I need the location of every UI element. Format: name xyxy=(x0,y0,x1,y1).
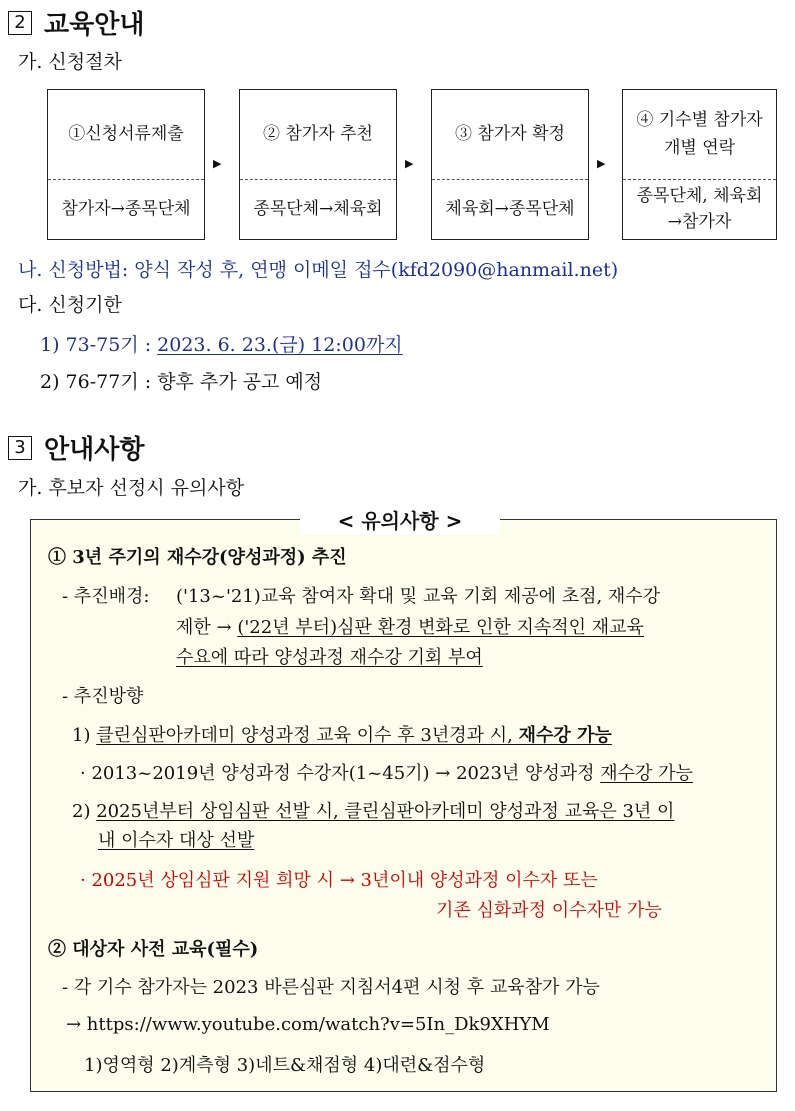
step-3-title: ③ 참가자 확정 xyxy=(432,90,588,180)
section-3-title: 안내사항 xyxy=(44,435,145,465)
application-deadline-label: 다. 신청기한 xyxy=(18,294,122,316)
direction-point-2 xyxy=(72,797,674,823)
step-box-3 xyxy=(431,89,589,240)
deadline-2: 2) 76-77기 : 향후 추가 공고 예정 xyxy=(40,371,323,393)
background-line-2-prefix: 제한 → xyxy=(176,617,238,638)
arrow-right-icon: ▶ xyxy=(597,157,606,170)
step-4-flow-line2: →참가자 xyxy=(667,211,732,232)
deadline-1-cohort: 1) 73-75기 : xyxy=(40,334,158,356)
section-2-number: 2 xyxy=(8,11,32,35)
step-box-2 xyxy=(239,89,397,240)
background-line-1: ('13~'21)교육 참여자 확대 및 교육 기회 제공에 초점, 재수강 xyxy=(176,586,661,607)
point-1-emphasis: 재수강 가능 xyxy=(518,725,612,746)
step-4-flow-line1: 종목단체, 체육회 xyxy=(636,186,763,206)
step-3-flow: 체육회→종목단체 xyxy=(445,198,575,219)
arrow-right-icon: ▶ xyxy=(213,157,222,170)
step-2-flow: 종목단체→체육회 xyxy=(253,198,383,219)
step-box-4 xyxy=(622,89,777,240)
item-2-line-1: - 각 기수 참가자는 2023 바른심판 지침서4편 시청 후 교육참가 가능 xyxy=(62,977,600,998)
item-1-title: ① 3년 주기의 재수강(양성과정) 추진 xyxy=(48,547,347,568)
application-method: 나. 신청방법: 양식 작성 후, 연맹 이메일 접수(kfd2090@hanmail.net) xyxy=(18,259,619,281)
section-3-number: 3 xyxy=(8,436,32,460)
background-line-2 xyxy=(176,613,644,639)
point-1-text: 클린심판아카데미 양성과정 교육 이수 후 3년경과 시, xyxy=(96,725,519,746)
section-3-heading xyxy=(8,429,144,466)
point-1-number: 1) xyxy=(72,725,97,746)
step-4-title-line2: 개별 연락 xyxy=(663,137,736,158)
point-2-line-1: 2025년부터 상임심판 선발 시, 클린심판아카데미 양성과정 교육은 3년 이 xyxy=(96,801,675,822)
point-1-sub-underlined: 재수강 가능 xyxy=(600,763,693,784)
step-4-title xyxy=(623,90,776,180)
point-2-line-2: 내 이수자 대상 선발 xyxy=(98,830,255,851)
direction-point-1 xyxy=(72,721,612,747)
point-1-sub xyxy=(80,759,693,785)
point-1-sub-text: · 2013~2019년 양성과정 수강자(1~45기) → 2023년 양성과정 xyxy=(80,763,601,784)
background-line-2-underlined: ('22년 부터)심판 환경 변화로 인한 지속적인 재교육 xyxy=(237,617,644,638)
item-2-title: ② 대상자 사전 교육(필수) xyxy=(48,939,259,960)
step-2-title: ② 참가자 추천 xyxy=(240,90,396,180)
notice-title: < 유의사항 > xyxy=(300,505,500,534)
candidate-notes-label: 가. 후보자 선정시 유의사항 xyxy=(18,477,245,499)
step-box-1 xyxy=(47,89,205,240)
step-1-flow: 참가자→종목단체 xyxy=(61,198,191,219)
direction-label: - 추진방향 xyxy=(62,686,144,707)
application-procedure-label: 가. 신청절차 xyxy=(18,51,122,73)
youtube-link[interactable]: → https://www.youtube.com/watch?v=5In_Dk9XHYM xyxy=(66,1014,550,1035)
section-2-title: 교육안내 xyxy=(44,10,145,40)
point-2-number: 2) xyxy=(72,801,97,822)
step-4-title-line1: ④ 기수별 참가자 xyxy=(636,110,763,131)
deadline-1-date: 2023. 6. 23.(금) 12:00까지 xyxy=(157,334,403,356)
point-2-notice-line-2: 기존 심화과정 이수자만 가능 xyxy=(436,900,662,921)
step-4-flow xyxy=(623,180,776,239)
step-1-title: ①신청서류제출 xyxy=(48,90,204,180)
background-label: - 추진배경: xyxy=(62,586,150,607)
section-2-heading xyxy=(8,4,144,41)
arrow-right-icon: ▶ xyxy=(405,157,414,170)
background-line-3: 수요에 따라 양성과정 재수강 기회 부여 xyxy=(176,647,483,668)
video-types: 1)영역형 2)계측형 3)네트&채점형 4)대련&점수형 xyxy=(84,1055,486,1076)
deadline-1 xyxy=(40,330,403,357)
point-2-notice-line-1: · 2025년 상임심판 지원 희망 시 → 3년이내 양성과정 이수자 또는 xyxy=(80,870,598,891)
